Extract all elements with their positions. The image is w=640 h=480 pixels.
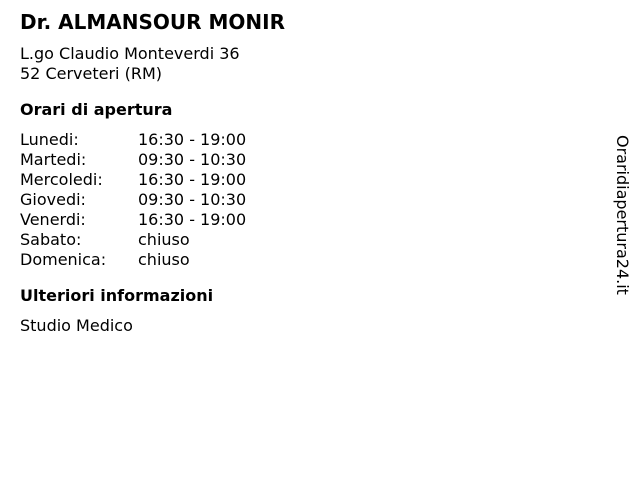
day-label: Domenica: <box>20 250 107 269</box>
address-line-street: L.go Claudio Monteverdi 36 <box>20 44 240 63</box>
day-label: Giovedi: <box>20 190 86 209</box>
hours-row-wednesday <box>20 170 580 190</box>
watermark-text: Oraridiapertura24.it <box>613 135 632 295</box>
time-value: 16:30 - 19:00 <box>138 130 247 149</box>
address-block <box>20 44 580 84</box>
time-value: 16:30 - 19:00 <box>138 170 247 189</box>
time-value: chiuso <box>138 230 190 249</box>
day-label: Sabato: <box>20 230 82 249</box>
opening-hours-heading: Orari di apertura <box>20 100 173 119</box>
day-label: Lunedi: <box>20 130 79 149</box>
hours-row-thursday <box>20 190 580 210</box>
additional-info-heading: Ulteriori informazioni <box>20 286 214 305</box>
hours-row-tuesday <box>20 150 580 170</box>
time-value: chiuso <box>138 250 190 269</box>
hours-row-sunday <box>20 250 580 270</box>
additional-info-text: Studio Medico <box>20 316 133 335</box>
day-label: Martedi: <box>20 150 87 169</box>
hours-row-monday <box>20 130 580 150</box>
day-label: Venerdi: <box>20 210 86 229</box>
hours-row-saturday <box>20 230 580 250</box>
business-card <box>20 10 580 336</box>
opening-hours-table <box>20 130 580 270</box>
time-value: 16:30 - 19:00 <box>138 210 247 229</box>
business-title: Dr. ALMANSOUR MONIR <box>20 10 286 34</box>
address-line-city: 52 Cerveteri (RM) <box>20 64 162 83</box>
day-label: Mercoledi: <box>20 170 103 189</box>
watermark <box>612 135 632 307</box>
hours-row-friday <box>20 210 580 230</box>
time-value: 09:30 - 10:30 <box>138 150 247 169</box>
time-value: 09:30 - 10:30 <box>138 190 247 209</box>
